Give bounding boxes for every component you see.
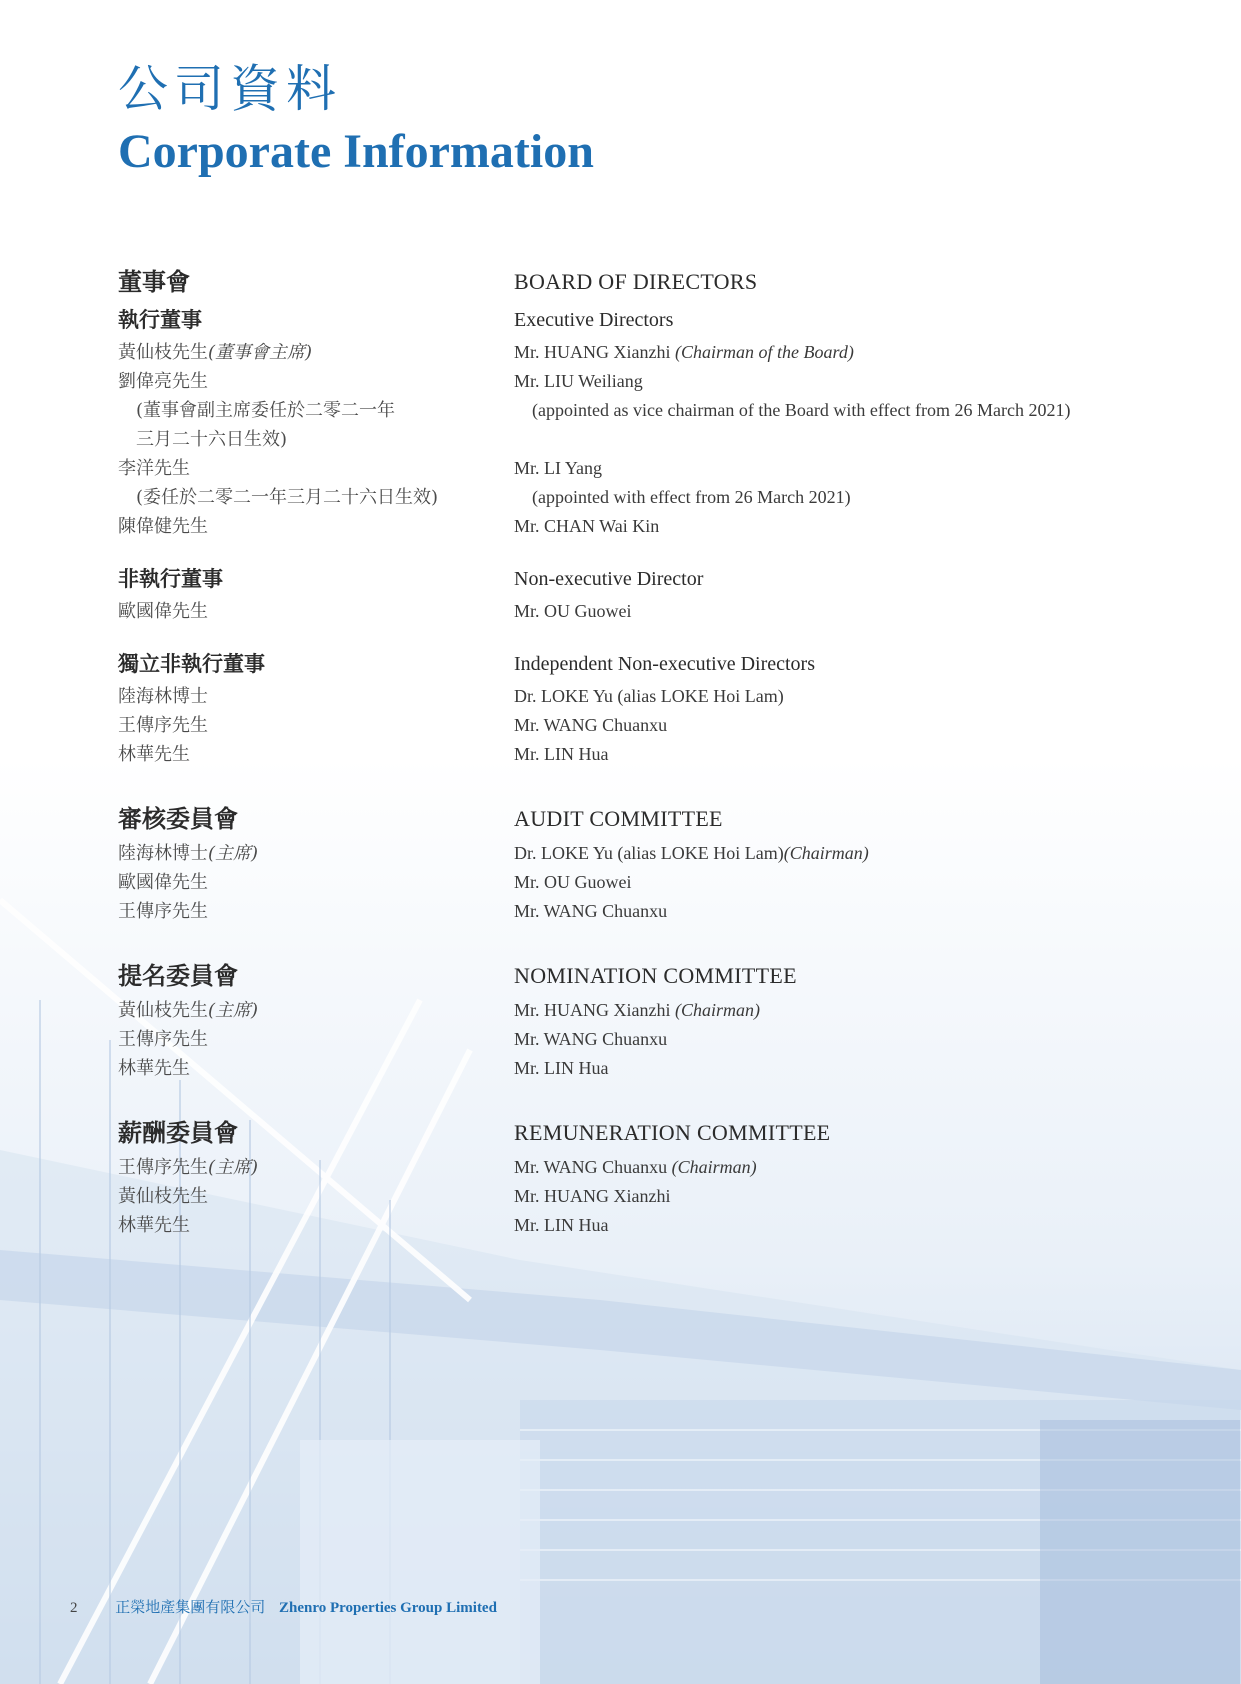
committee-member: 黃仙枝先生(主席): [118, 1000, 259, 1021]
subheading-independent-en: Independent Non-executive Directors: [514, 653, 815, 675]
page-title-english: Corporate Information: [118, 125, 594, 178]
company-name-en: Zhenro Properties Group Limited: [279, 1600, 497, 1616]
section-heading-nomination-en: NOMINATION COMMITTEE: [514, 963, 797, 988]
chinese-column: [118, 262, 498, 1240]
section-heading-board-en: BOARD OF DIRECTORS: [514, 269, 758, 294]
section-heading-remuneration-zh: 薪酬委員會: [118, 1118, 238, 1147]
director-name: 陳偉健先生: [118, 516, 208, 537]
committee-member: Mr. HUANG Xianzhi: [514, 1186, 671, 1206]
committee-member: 林華先生: [118, 1058, 190, 1079]
subheading-non-executive-en: Non-executive Director: [514, 568, 704, 590]
section-heading-audit-zh: 審核委員會: [118, 804, 238, 833]
company-name-zh: 正榮地產集團有限公司: [115, 1598, 266, 1616]
committee-member: Mr. LIN Hua: [514, 1215, 609, 1235]
committee-member: 林華先生: [118, 1215, 190, 1236]
subheading-executive-en: Executive Directors: [514, 309, 674, 331]
section-heading-nomination-zh: 提名委員會: [118, 961, 238, 990]
committee-member: 王傳序先生: [118, 1029, 208, 1050]
committee-member: Mr. OU Guowei: [514, 872, 632, 892]
committee-member: 王傳序先生(主席): [118, 1157, 259, 1178]
director-name: Mr. HUANG Xianzhi (Chairman of the Board): [514, 342, 854, 362]
director-name: 王傳序先生: [118, 715, 208, 736]
director-name: Mr. OU Guowei: [514, 601, 632, 621]
committee-member: 陸海林博士(主席): [118, 843, 259, 864]
english-column: [514, 262, 1194, 1240]
committee-member: 王傳序先生: [118, 901, 208, 922]
page-number: 2: [70, 1600, 78, 1616]
director-name: 林華先生: [118, 744, 190, 765]
appointment-note: (appointed with effect from 26 March 2021): [532, 487, 851, 507]
director-name: Mr. LIN Hua: [514, 744, 609, 764]
section-heading-remuneration-en: REMUNERATION COMMITTEE: [514, 1120, 831, 1145]
director-name: 劉偉亮先生: [118, 371, 208, 392]
director-name: 黃仙枝先生(董事會主席): [118, 342, 313, 363]
director-name: Mr. LI Yang: [514, 458, 603, 478]
appointment-note: (董事會副主席委任於二零二一年: [136, 400, 396, 421]
section-heading-board-zh: 董事會: [118, 267, 190, 296]
director-name: Dr. LOKE Yu (alias LOKE Hoi Lam): [514, 686, 784, 706]
director-name: 歐國偉先生: [118, 601, 208, 622]
committee-member: 歐國偉先生: [118, 872, 208, 893]
subheading-non-executive-zh: 非執行董事: [118, 566, 223, 591]
director-name: 李洋先生: [118, 458, 190, 479]
subheading-independent-zh: 獨立非執行董事: [118, 651, 265, 676]
committee-member: Mr. HUANG Xianzhi (Chairman): [514, 1000, 760, 1020]
director-name: Mr. CHAN Wai Kin: [514, 516, 660, 536]
appointment-note: (appointed as vice chairman of the Board with effect from 26 March 2021): [532, 400, 1071, 420]
appointment-note: (委任於二零二一年三月二十六日生效): [136, 487, 439, 508]
committee-member: Mr. WANG Chuanxu: [514, 901, 668, 921]
page-title-chinese: 公司資料: [118, 60, 342, 118]
section-heading-audit-en: AUDIT COMMITTEE: [514, 806, 723, 831]
director-name: Mr. WANG Chuanxu: [514, 715, 668, 735]
appointment-note: 三月二十六日生效): [136, 429, 288, 450]
committee-member: Dr. LOKE Yu (alias LOKE Hoi Lam)(Chairman): [514, 843, 869, 863]
committee-member: Mr. WANG Chuanxu (Chairman): [514, 1157, 757, 1177]
page-footer: [70, 1596, 497, 1617]
director-name: Mr. LIU Weiliang: [514, 371, 643, 391]
committee-member: 黃仙枝先生: [118, 1186, 208, 1207]
director-name: 陸海林博士: [118, 686, 208, 707]
committee-member: Mr. LIN Hua: [514, 1058, 609, 1078]
committee-member: Mr. WANG Chuanxu: [514, 1029, 668, 1049]
subheading-executive-zh: 執行董事: [118, 307, 202, 332]
